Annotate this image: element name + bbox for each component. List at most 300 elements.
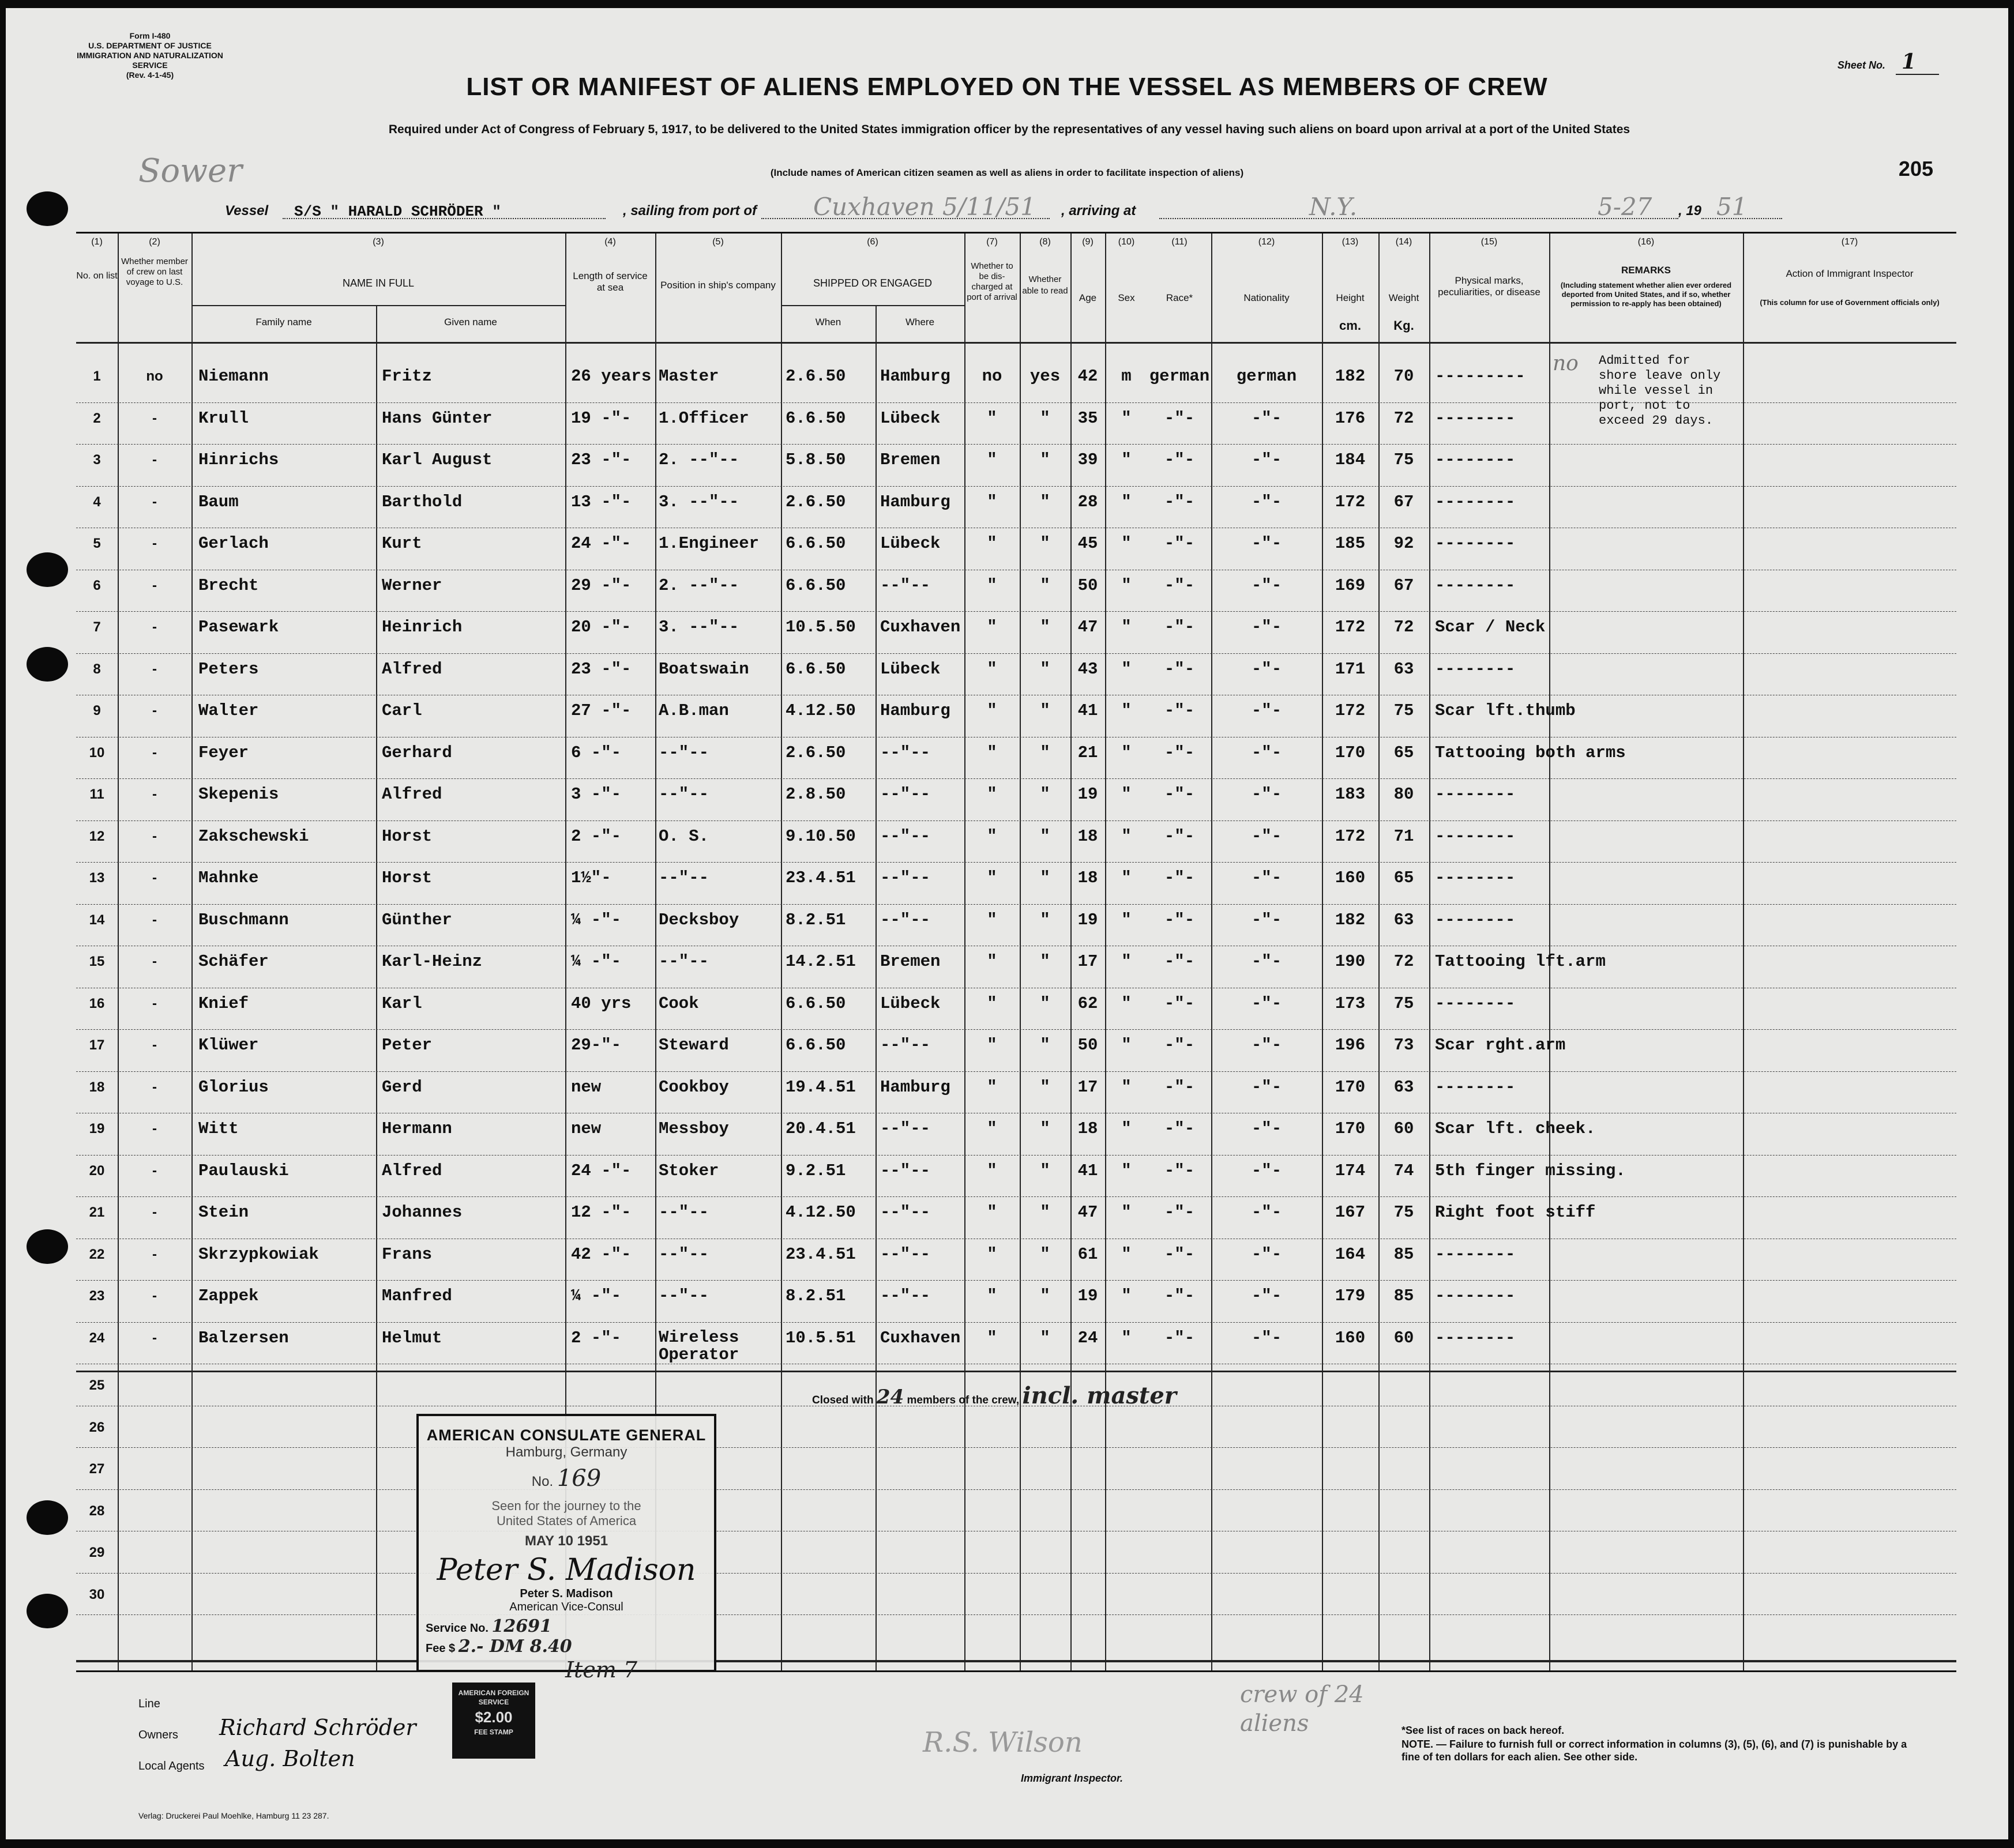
col-number: (14)	[1395, 237, 1412, 247]
cell-height: 174	[1335, 1161, 1366, 1180]
cell-service: 29 -"-	[571, 575, 632, 595]
crew-count-note: crew of 24 aliens	[1240, 1681, 1364, 1737]
cell-marks: Scar rght.arm	[1435, 1036, 1566, 1055]
cell-race: german	[1149, 367, 1210, 386]
cell-weight: 65	[1393, 868, 1414, 887]
cell-position: Cookboy	[659, 1077, 729, 1097]
cell-where: --"--	[880, 1119, 931, 1138]
cell-race: -"-	[1164, 575, 1195, 595]
header-height-unit: cm.	[1339, 318, 1361, 333]
cell-read: "	[1040, 993, 1050, 1013]
cell-position: Master	[659, 367, 719, 386]
cell-height: 176	[1335, 408, 1366, 428]
vessel-name: S/S " HARALD SCHRÖDER "	[294, 203, 501, 220]
cell-weight: 63	[1393, 659, 1414, 679]
header-physical-marks: Physical marks, peculiarities, or disease	[1438, 275, 1540, 298]
cell-nationality: -"-	[1251, 1036, 1282, 1055]
cell-read: "	[1040, 826, 1050, 846]
header-service: Length of service at sea	[573, 270, 648, 293]
cell-when: 9.2.51	[786, 1161, 846, 1180]
cell-family: Krull	[198, 408, 249, 428]
header-given-name: Given name	[444, 317, 497, 328]
sheet-label: Sheet No.	[1837, 59, 1885, 71]
cell-prev: -	[152, 1037, 157, 1053]
cell-nationality: -"-	[1251, 408, 1282, 428]
cell-read: "	[1040, 952, 1050, 971]
cell-no: 1	[93, 368, 101, 384]
stamp-number-value: 169	[557, 1465, 602, 1492]
cell-weight: 75	[1393, 993, 1414, 1013]
cell-marks: --------	[1435, 826, 1516, 846]
closed-prefix: Closed with	[812, 1394, 874, 1406]
cell-read: "	[1040, 618, 1050, 637]
cell-height: 172	[1335, 618, 1366, 637]
header-where: Where	[905, 317, 935, 328]
cell-when: 8.2.51	[786, 1286, 846, 1305]
cell-given: Manfred	[382, 1286, 452, 1305]
service: IMMIGRATION AND NATURALIZATION SERVICE	[77, 51, 223, 70]
cell-position: Cook	[659, 993, 699, 1013]
cell-race: -"-	[1164, 1286, 1195, 1305]
cell-where: --"--	[880, 785, 931, 804]
cell-height: 160	[1335, 868, 1366, 887]
cell-nationality: -"-	[1251, 785, 1282, 804]
cell-when: 9.10.50	[786, 826, 856, 846]
cell-prev: -	[152, 577, 157, 593]
cell-sex: "	[1121, 1286, 1132, 1305]
cell-when: 14.2.51	[786, 952, 856, 971]
cell-discharge: "	[987, 743, 997, 762]
inspector-label: Immigrant Inspector.	[1021, 1772, 1124, 1784]
punch-hole	[27, 1594, 68, 1628]
cell-where: --"--	[880, 1244, 931, 1264]
cell-family: Glorius	[198, 1077, 269, 1097]
cell-age: 50	[1077, 1036, 1098, 1055]
owners-value: Richard Schröder	[219, 1715, 416, 1740]
cell-race: -"-	[1164, 868, 1195, 887]
cell-where: Lübeck	[880, 993, 941, 1013]
cell-when: 2.6.50	[786, 367, 846, 386]
cell-family: Brecht	[198, 575, 259, 595]
cell-no: 5	[93, 536, 101, 551]
cell-service: 6 -"-	[571, 743, 622, 762]
consulate-stamp	[416, 1414, 716, 1672]
cell-position: Boatswain	[659, 659, 749, 679]
row-number: 28	[89, 1503, 105, 1519]
cell-marks: --------	[1435, 910, 1516, 929]
cell-position: Messboy	[659, 1119, 729, 1138]
remarks-handwritten: no	[1553, 352, 1579, 375]
cell-where: Hamburg	[880, 492, 950, 511]
line-label: Line	[138, 1698, 160, 1710]
cell-height: 170	[1335, 1119, 1366, 1138]
cell-marks: --------	[1435, 1286, 1516, 1305]
cell-service: 12 -"-	[571, 1203, 632, 1222]
cell-height: 185	[1335, 534, 1366, 553]
punch-hole	[27, 191, 68, 226]
cell-sex: "	[1121, 1077, 1132, 1097]
cell-when: 6.6.50	[786, 534, 846, 553]
document-subtitle: Required under Act of Congress of February 5, 1917, to be delivered to the United States immigration officer by the representatives of any vessel having such aliens on board upon arrival at a port of the United States	[388, 123, 1630, 136]
penalty-note: NOTE. — Failure to furnish full or correct information in columns (3), (5), (6), and (7) is punishable by a fine of ten dollars for each alien. See other side.	[1401, 1738, 1907, 1763]
cell-when: 19.4.51	[786, 1077, 856, 1097]
remarks-shore-leave: Admitted for shore leave only while vessel in port, not to exceed 29 days.	[1599, 353, 1721, 428]
cell-age: 43	[1077, 659, 1098, 679]
cell-given: Hans Günter	[382, 408, 493, 428]
cell-height: 170	[1335, 743, 1366, 762]
sailing-port: Cuxhaven 5/11/51	[813, 193, 1036, 221]
cell-height: 164	[1335, 1244, 1366, 1264]
cell-when: 23.4.51	[786, 868, 856, 887]
cell-nationality: -"-	[1251, 993, 1282, 1013]
cell-prev: -	[152, 1205, 157, 1220]
consul-signature: Peter S. Madison	[437, 1553, 696, 1587]
arrival-date: 5-27	[1598, 193, 1652, 221]
cell-where: Cuxhaven	[880, 1328, 961, 1348]
cell-race: -"-	[1164, 659, 1195, 679]
service-label: Service No.	[426, 1622, 489, 1635]
cell-weight: 80	[1393, 785, 1414, 804]
cell-age: 18	[1077, 868, 1098, 887]
cell-service: ¼ -"-	[571, 910, 622, 929]
header-when: When	[815, 317, 841, 328]
cell-read: "	[1040, 1119, 1050, 1138]
cell-given: Barthold	[382, 492, 463, 511]
header-age: Age	[1079, 292, 1097, 303]
cell-sex: "	[1121, 1036, 1132, 1055]
cell-prev: -	[152, 1288, 157, 1304]
stamp-date: MAY 10 1951	[524, 1533, 608, 1549]
stamp-city: Hamburg, Germany	[505, 1444, 628, 1460]
cell-prev: -	[152, 744, 157, 761]
cell-age: 28	[1077, 492, 1098, 511]
cell-age: 21	[1077, 743, 1098, 762]
cell-discharge: "	[987, 993, 997, 1013]
stamp-fee	[419, 1636, 714, 1657]
cell-no: 20	[89, 1162, 105, 1179]
cell-discharge: "	[987, 492, 997, 511]
cell-read: "	[1040, 492, 1050, 511]
cell-service: 19 -"-	[571, 408, 632, 428]
cell-no: 16	[89, 995, 105, 1011]
cell-where: Hamburg	[880, 1077, 950, 1097]
header-weight-unit: Kg.	[1393, 318, 1414, 333]
cell-nationality: german	[1236, 367, 1297, 386]
cell-where: --"--	[880, 826, 931, 846]
cell-no: 12	[89, 828, 105, 844]
cell-where: Hamburg	[880, 367, 950, 386]
stamp-consulate: AMERICAN CONSULATE GENERAL	[426, 1427, 707, 1444]
cell-family: Buschmann	[198, 910, 289, 929]
cell-age: 18	[1077, 826, 1098, 846]
cell-weight: 63	[1393, 910, 1414, 929]
col-number: (4)	[604, 237, 616, 247]
cell-race: -"-	[1164, 492, 1195, 511]
cell-service: 13 -"-	[571, 492, 632, 511]
cell-nationality: -"-	[1251, 1119, 1282, 1138]
crew-manifest-table	[76, 232, 1956, 1672]
cell-position: Stoker	[659, 1161, 719, 1180]
header-discharge: Whether to be dis-charged at port of arrival	[967, 261, 1017, 302]
cell-where: Cuxhaven	[880, 618, 961, 637]
cell-race: -"-	[1164, 1203, 1195, 1222]
cell-where: --"--	[880, 1203, 931, 1222]
cell-prev: -	[152, 995, 157, 1011]
cell-discharge: "	[987, 910, 997, 929]
cell-nationality: -"-	[1251, 659, 1282, 679]
cell-race: -"-	[1164, 618, 1195, 637]
cell-position: --"--	[659, 785, 709, 804]
header-remarks-sub: (Including statement whether alien ever ordered deported from United States, and if so, whether permission to re-apply has been obtained)	[1560, 281, 1732, 308]
fee-label: Fee $	[426, 1642, 456, 1655]
cell-sex: "	[1121, 659, 1132, 679]
cell-prev: -	[152, 703, 157, 718]
cell-position: --"--	[659, 1244, 709, 1264]
cell-family: Gerlach	[198, 534, 269, 553]
cell-read: "	[1040, 1244, 1050, 1264]
agents-label: Local Agents	[138, 1760, 205, 1772]
cell-sex: "	[1121, 1119, 1132, 1138]
col-number: (10)	[1118, 237, 1135, 247]
cell-no: 4	[93, 494, 101, 510]
cell-prev: -	[152, 870, 157, 886]
cell-service: 26 years	[571, 367, 652, 386]
printer-imprint: Verlag: Druckerei Paul Moehlke, Hamburg 11 23 287.	[138, 1811, 329, 1820]
cell-position: 1.Officer	[659, 408, 749, 428]
cell-marks: Tattooing both arms	[1435, 743, 1626, 762]
cell-no: 8	[93, 661, 101, 677]
cell-weight: 75	[1393, 701, 1414, 720]
cell-family: Skrzypkowiak	[198, 1244, 319, 1264]
punch-hole	[27, 647, 68, 682]
cell-age: 19	[1077, 910, 1098, 929]
cell-read: "	[1040, 785, 1050, 804]
fee-stamp-value: $2.00	[475, 1708, 513, 1726]
cell-marks: --------	[1435, 659, 1516, 679]
cell-no: 24	[89, 1330, 105, 1346]
col-number: (9)	[1082, 237, 1094, 247]
col-number: (1)	[91, 237, 103, 247]
cell-nationality: -"-	[1251, 575, 1282, 595]
row-number: 25	[89, 1377, 105, 1393]
cell-no: 18	[89, 1079, 105, 1095]
cell-sex: "	[1121, 952, 1132, 971]
manifest-page	[6, 8, 2008, 1839]
cell-position: O. S.	[659, 826, 709, 846]
cell-race: -"-	[1164, 993, 1195, 1013]
cell-nationality: -"-	[1251, 618, 1282, 637]
cell-height: 182	[1335, 367, 1366, 386]
stamp-number	[419, 1465, 714, 1492]
cell-prev: -	[152, 452, 157, 468]
cell-given: Alfred	[382, 785, 442, 804]
cell-sex: "	[1121, 826, 1132, 846]
cell-given: Alfred	[382, 659, 442, 679]
cell-service: 2 -"-	[571, 826, 622, 846]
stamp-seen-line-1: Seen for the journey to the	[491, 1499, 641, 1513]
cell-sex: "	[1121, 1328, 1132, 1348]
cell-when: 4.12.50	[786, 1203, 856, 1222]
cell-family: Niemann	[198, 367, 269, 386]
cell-read: yes	[1029, 367, 1061, 386]
cell-given: Günther	[382, 910, 452, 929]
cell-given: Karl August	[382, 450, 493, 469]
cell-when: 2.6.50	[786, 492, 846, 511]
cell-marks: Scar lft. cheek.	[1435, 1119, 1596, 1138]
cell-marks: Right foot stiff	[1435, 1203, 1596, 1222]
cell-nationality: -"-	[1251, 826, 1282, 846]
header-nationality: Nationality	[1243, 292, 1290, 303]
cell-age: 35	[1077, 408, 1098, 428]
cell-when: 20.4.51	[786, 1119, 856, 1138]
cell-prev: -	[152, 1246, 157, 1262]
vessel-label: Vessel	[225, 203, 269, 219]
cell-sex: "	[1121, 534, 1132, 553]
cell-nationality: -"-	[1251, 534, 1282, 553]
cell-weight: 67	[1393, 492, 1414, 511]
cell-given: Heinrich	[382, 618, 463, 637]
cell-height: 184	[1335, 450, 1366, 469]
cell-age: 19	[1077, 785, 1098, 804]
cell-race: -"-	[1164, 701, 1195, 720]
cell-read: "	[1040, 868, 1050, 887]
cell-service: ¼ -"-	[571, 952, 622, 971]
cell-race: -"-	[1164, 743, 1195, 762]
cell-no: 19	[89, 1121, 105, 1136]
cell-family: Witt	[198, 1119, 239, 1138]
header-family-name: Family name	[255, 317, 312, 328]
cell-when: 23.4.51	[786, 1244, 856, 1264]
cell-sex: "	[1121, 701, 1132, 720]
cell-when: 4.12.50	[786, 701, 856, 720]
cell-weight: 73	[1393, 1036, 1414, 1055]
cell-position: 3. --"--	[659, 492, 739, 511]
header-previous-voyage: Whether member of crew on last voyage to U.S.	[121, 257, 188, 287]
header-weight: Weight	[1388, 292, 1419, 303]
cell-height: 172	[1335, 826, 1366, 846]
cell-where: --"--	[880, 1161, 931, 1180]
cell-given: Hermann	[382, 1119, 452, 1138]
cell-prev: -	[152, 661, 157, 677]
cell-marks: Scar / Neck	[1435, 618, 1546, 637]
cell-prev: no	[146, 368, 163, 384]
vessel-line	[225, 193, 1782, 221]
cell-read: "	[1040, 1328, 1050, 1348]
cell-sex: "	[1121, 910, 1132, 929]
cell-discharge: "	[987, 826, 997, 846]
cell-marks: Scar lft.thumb	[1435, 701, 1576, 720]
cell-read: "	[1040, 1077, 1050, 1097]
cell-service: 24 -"-	[571, 1161, 632, 1180]
arriving-port: N.Y.	[1309, 193, 1358, 221]
cell-weight: 63	[1393, 1077, 1414, 1097]
cell-prev: -	[152, 954, 157, 969]
cell-height: 182	[1335, 910, 1366, 929]
cell-race: -"-	[1164, 450, 1195, 469]
cell-position: 3. --"--	[659, 618, 739, 637]
header-shipped: SHIPPED OR ENGAGED	[813, 277, 933, 289]
cell-marks: --------	[1435, 993, 1516, 1013]
cell-nationality: -"-	[1251, 1203, 1282, 1222]
stamp-number-label: No.	[531, 1474, 554, 1489]
header-position: Position in ship's company	[660, 280, 776, 291]
cell-race: -"-	[1164, 534, 1195, 553]
cell-marks: --------	[1435, 1077, 1516, 1097]
cell-nationality: -"-	[1251, 868, 1282, 887]
cell-read: "	[1040, 659, 1050, 679]
punch-hole	[27, 552, 68, 587]
row-number: 27	[89, 1461, 105, 1477]
cell-prev: -	[152, 619, 157, 635]
header-race: Race*	[1166, 292, 1193, 303]
cell-height: 160	[1335, 1328, 1366, 1348]
cell-sex: "	[1121, 450, 1132, 469]
cell-sex: "	[1121, 868, 1132, 887]
cell-family: Pasewark	[198, 618, 279, 637]
cell-family: Balzersen	[198, 1328, 289, 1348]
cell-no: 23	[89, 1288, 105, 1304]
cell-where: Lübeck	[880, 534, 941, 553]
cell-prev: -	[152, 912, 157, 928]
cell-discharge: "	[987, 1286, 997, 1305]
sheet-value: 1	[1896, 50, 1939, 75]
cell-weight: 71	[1393, 826, 1414, 846]
cell-when: 6.6.50	[786, 993, 846, 1013]
cell-height: 172	[1335, 492, 1366, 511]
cell-prev: -	[152, 786, 157, 802]
cell-sex: "	[1121, 492, 1132, 511]
col-number: (13)	[1342, 237, 1359, 247]
fee-stamp-sub: FEE STAMP	[474, 1728, 513, 1736]
cell-prev: -	[152, 410, 157, 426]
page-number: 205	[1898, 157, 1933, 180]
cell-where: --"--	[880, 910, 931, 929]
cell-no: 22	[89, 1246, 105, 1262]
cell-height: 190	[1335, 952, 1366, 971]
cell-where: Lübeck	[880, 659, 941, 679]
cell-discharge: "	[987, 408, 997, 428]
cell-position: Wireless Operator	[659, 1327, 739, 1364]
cell-prev: -	[152, 828, 157, 844]
cell-height: 183	[1335, 785, 1366, 804]
header-action: Action of Immigrant Inspector	[1786, 268, 1914, 279]
cell-where: --"--	[880, 1286, 931, 1305]
cell-discharge: "	[987, 534, 997, 553]
cell-prev: -	[152, 1162, 157, 1179]
cell-race: -"-	[1164, 408, 1195, 428]
cell-discharge: "	[987, 1328, 997, 1348]
cell-read: "	[1040, 1286, 1050, 1305]
cell-when: 8.2.51	[786, 910, 846, 929]
cell-weight: 85	[1393, 1244, 1414, 1264]
stamp-seen-line-2: United States of America	[496, 1514, 637, 1528]
col-number: (12)	[1258, 237, 1275, 247]
cell-service: 23 -"-	[571, 450, 632, 469]
col-number: (5)	[712, 237, 724, 247]
cell-age: 45	[1077, 534, 1098, 553]
cell-given: Horst	[382, 826, 433, 846]
cell-nationality: -"-	[1251, 1328, 1282, 1348]
service-value: 12691	[491, 1616, 552, 1636]
cell-sex: "	[1121, 993, 1132, 1013]
cell-read: "	[1040, 408, 1050, 428]
cell-weight: 72	[1393, 952, 1414, 971]
col-number: (11)	[1171, 237, 1188, 247]
cell-service: 3 -"-	[571, 785, 622, 804]
cell-service: ¼ -"-	[571, 1286, 622, 1305]
cell-family: Peters	[198, 659, 259, 679]
cell-age: 39	[1077, 450, 1098, 469]
